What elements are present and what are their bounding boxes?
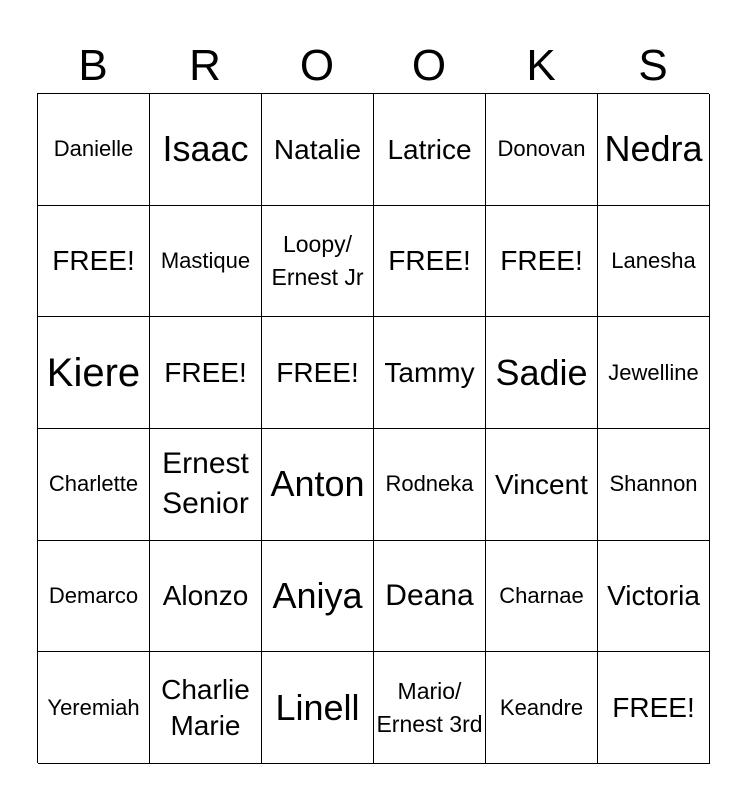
bingo-cell[interactable] [150,94,262,206]
bingo-cell[interactable] [486,541,598,653]
bingo-cell[interactable] [486,94,598,206]
cell-label: Kiere [46,350,141,395]
cell-label: FREE! [612,692,695,724]
bingo-cell[interactable] [598,541,710,653]
bingo-cell[interactable] [374,652,486,764]
bingo-header [37,38,709,94]
bingo-cell[interactable] [374,94,486,206]
bingo-cell[interactable] [262,94,374,206]
header-letter-3: O [299,41,335,90]
cell-label: Lanesha [611,247,696,273]
cell-label: Aniya [272,574,363,616]
bingo-cell[interactable] [38,94,150,206]
cell-label: Mastique [160,247,251,273]
bingo-cell[interactable] [598,206,710,318]
bingo-cell-free[interactable] [486,206,598,318]
bingo-cell[interactable] [262,541,374,653]
bingo-cell[interactable] [262,652,374,764]
cell-label: Tammy [384,357,475,389]
header-letter-1: B [78,41,108,90]
cell-label: Latrice [387,133,472,165]
cell-label: Danielle [53,136,134,162]
bingo-cell[interactable] [150,541,262,653]
cell-label: Victoria [607,580,700,612]
bingo-cell[interactable] [38,317,150,429]
cell-label: Sadie [495,351,588,393]
cell-label: FREE! [388,245,471,277]
cell-label: Mario/ Ernest 3rd [376,677,483,737]
cell-label: Jewelline [608,359,699,385]
cell-label: Isaac [162,128,249,170]
bingo-cell[interactable] [598,429,710,541]
header-letter-2: R [189,41,221,90]
header-letter-6: S [638,41,668,90]
cell-label: Charlette [48,471,139,497]
bingo-cell[interactable] [38,429,150,541]
bingo-cell-free[interactable] [374,206,486,318]
cell-label: FREE! [276,357,359,389]
cell-label: Loopy/ Ernest Jr [271,230,364,290]
cell-label: Natalie [273,133,362,165]
cell-label: Linell [275,686,360,728]
bingo-cell[interactable] [262,206,374,318]
bingo-cell[interactable] [374,541,486,653]
cell-label: Demarco [48,582,139,608]
cell-label: Vincent [495,468,588,500]
bingo-cell[interactable] [598,317,710,429]
cell-label: Nedra [604,128,703,170]
cell-label: Shannon [609,471,698,497]
bingo-cell[interactable] [374,317,486,429]
bingo-cell[interactable] [262,429,374,541]
cell-label: FREE! [164,357,247,389]
cell-label: Yeremiah [47,694,140,720]
bingo-board [37,93,709,763]
cell-label: Deana [385,578,474,612]
cell-label: Charnae [499,582,584,608]
header-letter-4: O [411,41,447,90]
bingo-cell-free[interactable] [38,206,150,318]
bingo-cell[interactable] [38,652,150,764]
cell-label: FREE! [52,245,135,277]
bingo-cell[interactable] [374,429,486,541]
bingo-cell-free[interactable] [150,317,262,429]
bingo-cell[interactable] [38,541,150,653]
bingo-cell[interactable] [486,429,598,541]
bingo-cell[interactable] [486,317,598,429]
cell-label: Alonzo [162,580,249,612]
bingo-cell[interactable] [150,206,262,318]
bingo-cell[interactable] [486,652,598,764]
cell-label: Ernest Senior [162,447,249,521]
bingo-cell[interactable] [150,652,262,764]
cell-label: FREE! [500,245,583,277]
cell-label: Anton [270,463,365,505]
cell-label: Donovan [497,136,586,162]
bingo-cell-free[interactable] [598,652,710,764]
header-letter-5: K [526,41,556,90]
bingo-cell[interactable] [598,94,710,206]
cell-label: Keandre [499,694,584,720]
cell-label: Rodneka [385,471,474,497]
cell-label: Charlie Marie [161,673,250,741]
bingo-cell-free[interactable] [262,317,374,429]
bingo-cell[interactable] [150,429,262,541]
